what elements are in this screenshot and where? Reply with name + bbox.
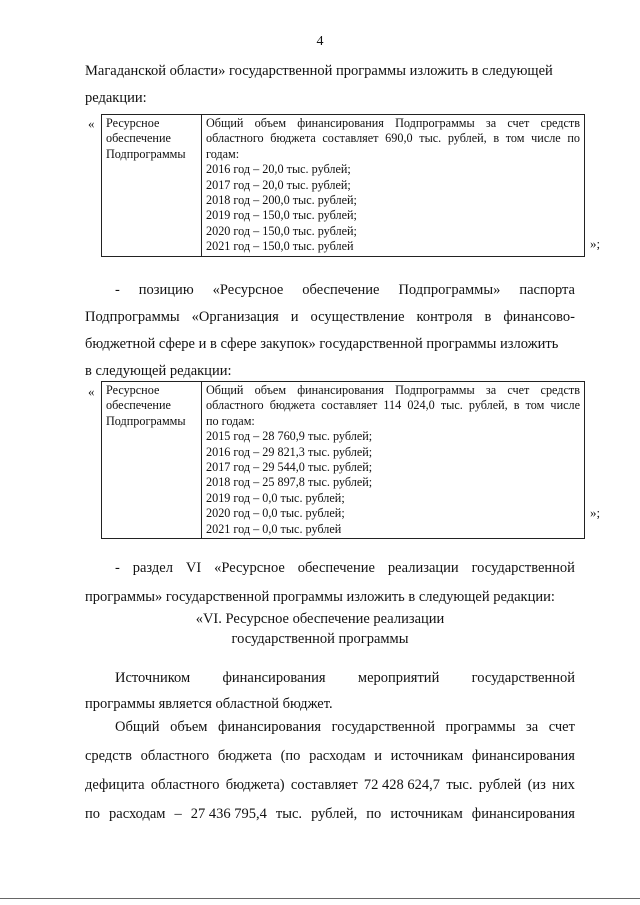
para2-line-2: Подпрограммы «Организация и осуществление контроля в финансово- — [85, 309, 575, 325]
para5-line-1: Общий объем финансирования государственной программы за счет — [115, 719, 575, 735]
body-paragraph-4 — [85, 667, 575, 716]
para5-line-4: по расходам – 27 436 795,4 тыс. рублей, по источникам финансирования — [85, 806, 575, 822]
para2-line-3: бюджетной сфере и в сфере закупок» государственной программы изложить — [85, 336, 559, 352]
resource-table-2 — [101, 381, 585, 539]
table2-value-cell — [202, 382, 585, 539]
table2-value-line: по годам: — [206, 413, 255, 428]
table1-label-cell — [102, 115, 202, 257]
para4-line-1: Источником финансирования мероприятий государственной — [115, 670, 575, 686]
intro-line-1: Магаданской области» государственной программы изложить в следующей — [85, 63, 553, 79]
table2-label-line: Подпрограммы — [106, 413, 186, 428]
para5-line-3: дефицита областного бюджета) составляет 72 428 624,7 тыс. рублей (из них — [85, 777, 575, 793]
para2-line-1: - позицию «Ресурсное обеспечение Подпрограммы» паспорта — [115, 282, 575, 298]
para3-line-1: - раздел VI «Ресурсное обеспечение реализации государственной — [115, 560, 575, 576]
table2-label-line: обеспечение — [106, 398, 171, 413]
table1-value-line: годам: — [206, 146, 240, 161]
table1-value-cell — [202, 115, 585, 257]
table1-value-line: областного бюджета составляет 690,0 тыс. рублей, в том числе по — [206, 131, 580, 146]
instruction-paragraph-2 — [85, 279, 575, 383]
instruction-paragraph-3 — [85, 557, 575, 609]
table2-close-quote: »; — [590, 505, 601, 520]
table2-value-line: областного бюджета составляет 114 024,0 тыс. рублей, в том числе — [206, 398, 580, 413]
para4-line-2: программы является областной бюджет. — [85, 696, 333, 712]
table2-value-line: 2020 год – 0,0 тыс. рублей; — [206, 506, 345, 521]
table2-value-line: 2017 год – 29 544,0 тыс. рублей; — [206, 460, 373, 475]
table2-open-quote: « — [88, 384, 95, 399]
table2-label-cell — [102, 382, 202, 539]
table1-value-line: 2020 год – 150,0 тыс. рублей; — [206, 223, 357, 238]
intro-paragraph — [85, 60, 575, 110]
table2-value-line: 2015 год – 28 760,9 тыс. рублей; — [206, 429, 373, 444]
para3-line-2: программы» государственной программы изложить в следующей редакции: — [85, 589, 555, 605]
table2-value-line: 2021 год – 0,0 тыс. рублей — [206, 521, 342, 536]
table2-label-line: Ресурсное — [106, 383, 160, 397]
table1-value-line: 2019 год – 150,0 тыс. рублей; — [206, 208, 357, 223]
table1-value-line: 2018 год – 200,0 тыс. рублей; — [206, 193, 357, 208]
table1-label-line: Подпрограммы — [106, 146, 186, 161]
resource-table-1 — [101, 114, 585, 257]
table1-label-line: обеспечение — [106, 131, 171, 146]
intro-line-2: редакции: — [85, 90, 147, 106]
body-paragraph-5 — [85, 716, 575, 826]
table2-value-line: 2016 год – 29 821,3 тыс. рублей; — [206, 444, 373, 459]
table1-value-line: 2017 год – 20,0 тыс. рублей; — [206, 177, 351, 192]
page-bottom-rule — [0, 898, 640, 899]
table1-label-line: Ресурсное — [106, 116, 160, 130]
table1-value-line: 2021 год – 150,0 тыс. рублей — [206, 239, 354, 254]
page-number: 4 — [316, 34, 324, 49]
para2-line-4: в следующей редакции: — [85, 363, 232, 379]
table2-value-line: Общий объем финансирования Подпрограммы за счет средств — [206, 383, 580, 397]
section-heading — [0, 609, 640, 649]
section-heading-line-1: «VI. Ресурсное обеспечение реализации — [195, 611, 445, 627]
para5-line-2: средств областного бюджета (по расходам и источникам финансирования — [85, 748, 575, 764]
table2-value-line: 2018 год – 25 897,8 тыс. рублей; — [206, 475, 373, 490]
table1-value-line: Общий объем финансирования Подпрограммы за счет средств — [206, 116, 580, 130]
table1-open-quote: « — [88, 116, 95, 131]
section-heading-line-2: государственной программы — [231, 631, 409, 647]
table2-value-line: 2019 год – 0,0 тыс. рублей; — [206, 490, 345, 505]
table1-close-quote: »; — [590, 236, 601, 251]
table1-value-line: 2016 год – 20,0 тыс. рублей; — [206, 162, 351, 177]
